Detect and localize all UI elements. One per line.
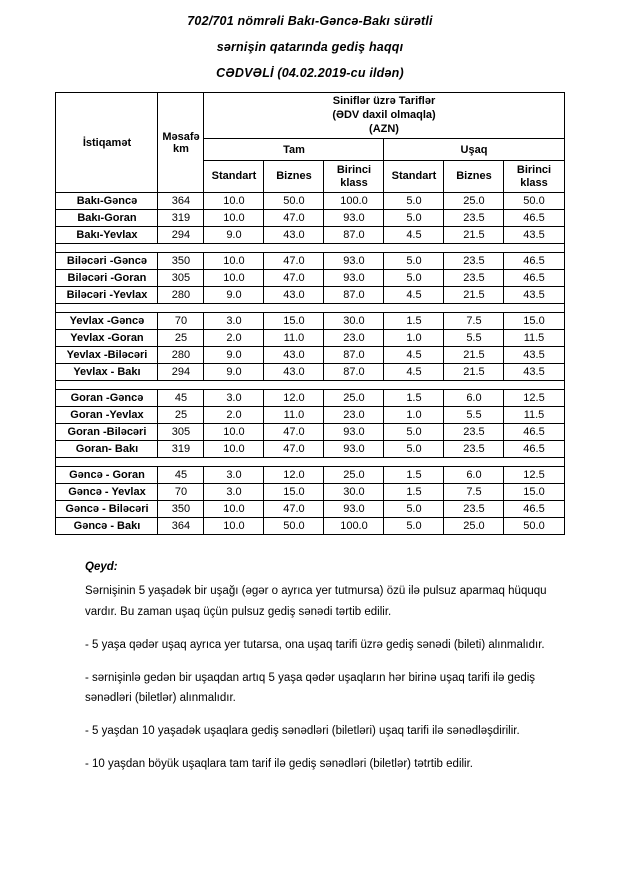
fare-cell: 23.5: [444, 424, 504, 441]
fare-cell: 30.0: [324, 313, 384, 330]
direction-cell: Goran -Biləcəri: [56, 424, 158, 441]
fare-row: [56, 347, 564, 364]
fare-cell: 21.5: [444, 227, 504, 244]
distance-cell: 70: [158, 313, 204, 330]
separator-cell: [56, 458, 564, 467]
fare-cell: 47.0: [264, 210, 324, 227]
fare-cell: 12.0: [264, 467, 324, 484]
header-distance-line-2: km: [173, 142, 189, 155]
separator-cell: [56, 244, 564, 253]
fare-cell: 11.0: [264, 330, 324, 347]
fare-cell: 46.5: [504, 270, 564, 287]
fare-cell: 11.0: [264, 407, 324, 424]
fare-cell: 43.5: [504, 364, 564, 381]
fare-cell: 15.0: [504, 484, 564, 501]
separator-cell: [56, 304, 564, 313]
fare-row: [56, 227, 564, 244]
header-usaq-standart: Standart: [384, 161, 444, 193]
fare-cell: 9.0: [204, 347, 264, 364]
fare-row: [56, 253, 564, 270]
note-paragraph: - 10 yaşdan böyük uşaqlara tam tarif ilə gediş sənədləri (biletlər) tətrtib edilir.: [85, 758, 473, 771]
fare-cell: 10.0: [204, 501, 264, 518]
header-tam-biznes: Biznes: [264, 161, 324, 193]
direction-cell: Biləcəri -Yevlax: [56, 287, 158, 304]
fare-cell: 5.0: [384, 441, 444, 458]
fare-cell: 25.0: [444, 518, 504, 535]
fare-cell: 50.0: [504, 518, 564, 535]
header-tariff-line-1: Siniflər üzrə Tariflər: [332, 95, 436, 107]
fare-cell: 12.5: [504, 390, 564, 407]
fare-cell: 5.0: [384, 253, 444, 270]
fare-cell: 1.5: [384, 484, 444, 501]
fare-cell: 10.0: [204, 441, 264, 458]
fare-cell: 10.0: [204, 210, 264, 227]
direction-cell: Gəncə - Biləcəri: [56, 501, 158, 518]
fare-cell: 93.0: [324, 253, 384, 270]
fare-cell: 10.0: [204, 193, 264, 210]
fare-cell: 10.0: [204, 253, 264, 270]
direction-cell: Goran -Gəncə: [56, 390, 158, 407]
separator-row: [56, 458, 564, 467]
fare-cell: 50.0: [264, 518, 324, 535]
fare-cell: 23.5: [444, 210, 504, 227]
fare-cell: 9.0: [204, 287, 264, 304]
fare-cell: 4.5: [384, 347, 444, 364]
fare-cell: 21.5: [444, 287, 504, 304]
fare-cell: 7.5: [444, 313, 504, 330]
fare-cell: 10.0: [204, 424, 264, 441]
fare-cell: 87.0: [324, 227, 384, 244]
distance-cell: 364: [158, 518, 204, 535]
header-distance: [158, 93, 204, 193]
fare-cell: 47.0: [264, 424, 324, 441]
fare-cell: 3.0: [204, 313, 264, 330]
fare-row: [56, 424, 564, 441]
fare-cell: 50.0: [504, 193, 564, 210]
fare-row: [56, 467, 564, 484]
fare-cell: 43.0: [264, 287, 324, 304]
fare-cell: 43.5: [504, 287, 564, 304]
fare-row: [56, 287, 564, 304]
header-usaq-biznes: Biznes: [444, 161, 504, 193]
separator-row: [56, 304, 564, 313]
header-direction: İstiqamət: [56, 93, 158, 193]
fare-cell: 3.0: [204, 467, 264, 484]
fare-cell: 93.0: [324, 424, 384, 441]
distance-cell: 364: [158, 193, 204, 210]
fare-cell: 1.5: [384, 390, 444, 407]
fare-cell: 15.0: [264, 484, 324, 501]
fare-row: [56, 330, 564, 347]
fare-cell: 1.5: [384, 313, 444, 330]
fare-cell: 25.0: [444, 193, 504, 210]
title-line-1: 702/701 nömrəli Bakı-Gəncə-Bakı sürətli: [187, 14, 433, 28]
fare-cell: 25.0: [324, 467, 384, 484]
fare-cell: 93.0: [324, 441, 384, 458]
fare-cell: 5.0: [384, 210, 444, 227]
direction-cell: Biləcəri -Gəncə: [56, 253, 158, 270]
note-paragraph: - 5 yaşdan 10 yaşadək uşaqlara gediş sənədləri (biletləri) uşaq tarifi ilə sənədləşdirilir.: [85, 725, 520, 737]
header-tariff-line-3: (AZN): [369, 122, 399, 135]
direction-cell: Bakı-Yevlax: [56, 227, 158, 244]
distance-cell: 70: [158, 484, 204, 501]
header-group-tam: Tam: [204, 139, 384, 161]
fare-cell: 5.0: [384, 501, 444, 518]
note-paragraph: Sərnişinin 5 yaşadək bir uşağı (əgər o ayrıca yer tutmursa) özü ilə pulsuz aparmaq hüququ vardır. Bu zaman uşaq üçün pulsuz gediş sənədi tərtib edilir.: [85, 585, 547, 618]
direction-cell: Biləcəri -Goran: [56, 270, 158, 287]
fare-cell: 12.5: [504, 467, 564, 484]
fare-table-header: [56, 93, 564, 193]
distance-cell: 280: [158, 347, 204, 364]
fare-cell: 93.0: [324, 270, 384, 287]
fare-cell: 12.0: [264, 390, 324, 407]
fare-cell: 46.5: [504, 441, 564, 458]
direction-cell: Bakı-Goran: [56, 210, 158, 227]
fare-cell: 11.5: [504, 330, 564, 347]
fare-row: [56, 484, 564, 501]
note-paragraph: - 5 yaşa qədər uşaq ayrıca yer tutarsa, ona uşaq tarifi üzrə gediş sənədi (bileti) alınmalıdır.: [85, 638, 545, 651]
fare-cell: 4.5: [384, 364, 444, 381]
fare-cell: 5.5: [444, 407, 504, 424]
fare-cell: 100.0: [324, 193, 384, 210]
fare-cell: 43.5: [504, 227, 564, 244]
fare-cell: 9.0: [204, 227, 264, 244]
distance-cell: 319: [158, 441, 204, 458]
fare-cell: 10.0: [204, 518, 264, 535]
fare-row: [56, 390, 564, 407]
fare-cell: 10.0: [204, 270, 264, 287]
fare-cell: 23.5: [444, 270, 504, 287]
fare-cell: 5.0: [384, 518, 444, 535]
header-usaq-birinci-klass: Birinci klass: [504, 161, 564, 193]
fare-cell: 21.5: [444, 347, 504, 364]
fare-cell: 46.5: [504, 501, 564, 518]
separator-row: [56, 244, 564, 253]
fare-cell: 15.0: [264, 313, 324, 330]
fare-cell: 23.0: [324, 330, 384, 347]
fare-cell: 23.5: [444, 501, 504, 518]
fare-cell: 15.0: [504, 313, 564, 330]
fare-cell: 46.5: [504, 253, 564, 270]
fare-cell: 5.5: [444, 330, 504, 347]
fare-cell: 87.0: [324, 287, 384, 304]
fare-cell: 47.0: [264, 253, 324, 270]
separator-cell: [56, 381, 564, 390]
fare-cell: 47.0: [264, 441, 324, 458]
header-tariff-line-2: (ƏDV daxil olmaqla): [332, 108, 436, 121]
fare-cell: 4.5: [384, 227, 444, 244]
distance-cell: 294: [158, 364, 204, 381]
fare-cell: 100.0: [324, 518, 384, 535]
fare-row: [56, 441, 564, 458]
fare-cell: 87.0: [324, 347, 384, 364]
fare-row: [56, 364, 564, 381]
title-line-3: CƏDVƏLİ (04.02.2019-cu ildən): [216, 66, 404, 80]
notes-section: [85, 557, 575, 774]
fare-cell: 1.5: [384, 467, 444, 484]
fare-cell: 23.0: [324, 407, 384, 424]
note-paragraph: - sərnişinlə gedən bir uşaqdan artıq 5 yaşa qədər uşaqların hər birinə uşaq tarifi ilə gediş sənədləri (biletlər) alınmalıdır.: [85, 671, 536, 704]
fare-cell: 93.0: [324, 501, 384, 518]
fare-cell: 5.0: [384, 270, 444, 287]
direction-cell: Goran- Bakı: [56, 441, 158, 458]
fare-cell: 43.0: [264, 227, 324, 244]
fare-cell: 1.0: [384, 407, 444, 424]
fare-cell: 47.0: [264, 501, 324, 518]
fare-cell: 6.0: [444, 390, 504, 407]
fare-cell: 2.0: [204, 407, 264, 424]
fare-cell: 3.0: [204, 484, 264, 501]
fare-cell: 5.0: [384, 424, 444, 441]
fare-cell: 2.0: [204, 330, 264, 347]
distance-cell: 350: [158, 501, 204, 518]
fare-row: [56, 270, 564, 287]
fare-cell: 93.0: [324, 210, 384, 227]
distance-cell: 25: [158, 330, 204, 347]
fare-row: [56, 518, 564, 535]
fare-cell: 46.5: [504, 210, 564, 227]
fare-row: [56, 501, 564, 518]
distance-cell: 319: [158, 210, 204, 227]
fare-table-body: [56, 193, 564, 535]
direction-cell: Yevlax -Gəncə: [56, 313, 158, 330]
direction-cell: Yevlax -Biləcəri: [56, 347, 158, 364]
direction-cell: Bakı-Gəncə: [56, 193, 158, 210]
fare-cell: 87.0: [324, 364, 384, 381]
fare-row: [56, 407, 564, 424]
document-title-block: [0, 14, 620, 80]
direction-cell: Yevlax -Goran: [56, 330, 158, 347]
fare-row: [56, 313, 564, 330]
distance-cell: 305: [158, 424, 204, 441]
header-tam-standart: Standart: [204, 161, 264, 193]
distance-cell: 25: [158, 407, 204, 424]
header-tariff: [204, 93, 564, 139]
direction-cell: Gəncə - Yevlax: [56, 484, 158, 501]
fare-cell: 3.0: [204, 390, 264, 407]
distance-cell: 280: [158, 287, 204, 304]
fare-cell: 23.5: [444, 253, 504, 270]
notes-heading: Qeyd:: [85, 561, 118, 574]
distance-cell: 294: [158, 227, 204, 244]
direction-cell: Yevlax - Bakı: [56, 364, 158, 381]
distance-cell: 305: [158, 270, 204, 287]
fare-cell: 21.5: [444, 364, 504, 381]
direction-cell: Goran -Yevlax: [56, 407, 158, 424]
title-line-2: sərnişin qatarında gediş haqqı: [216, 40, 404, 54]
fare-cell: 43.0: [264, 364, 324, 381]
direction-cell: Gəncə - Goran: [56, 467, 158, 484]
fare-row: [56, 193, 564, 210]
fare-cell: 46.5: [504, 424, 564, 441]
direction-cell: Gəncə - Bakı: [56, 518, 158, 535]
fare-cell: 5.0: [384, 193, 444, 210]
fare-cell: 43.0: [264, 347, 324, 364]
fare-cell: 11.5: [504, 407, 564, 424]
fare-cell: 43.5: [504, 347, 564, 364]
fare-row: [56, 210, 564, 227]
fare-cell: 30.0: [324, 484, 384, 501]
header-group-usaq: Uşaq: [384, 139, 564, 161]
fare-cell: 7.5: [444, 484, 504, 501]
fare-cell: 4.5: [384, 287, 444, 304]
fare-cell: 6.0: [444, 467, 504, 484]
header-tam-birinci-klass: Birinci klass: [324, 161, 384, 193]
fare-cell: 25.0: [324, 390, 384, 407]
fare-cell: 23.5: [444, 441, 504, 458]
separator-row: [56, 381, 564, 390]
fare-cell: 9.0: [204, 364, 264, 381]
header-distance-line-1: Məsafə: [162, 130, 200, 143]
fare-cell: 50.0: [264, 193, 324, 210]
fare-cell: 47.0: [264, 270, 324, 287]
fare-cell: 1.0: [384, 330, 444, 347]
distance-cell: 45: [158, 467, 204, 484]
distance-cell: 45: [158, 390, 204, 407]
distance-cell: 350: [158, 253, 204, 270]
fare-table: [55, 92, 564, 535]
